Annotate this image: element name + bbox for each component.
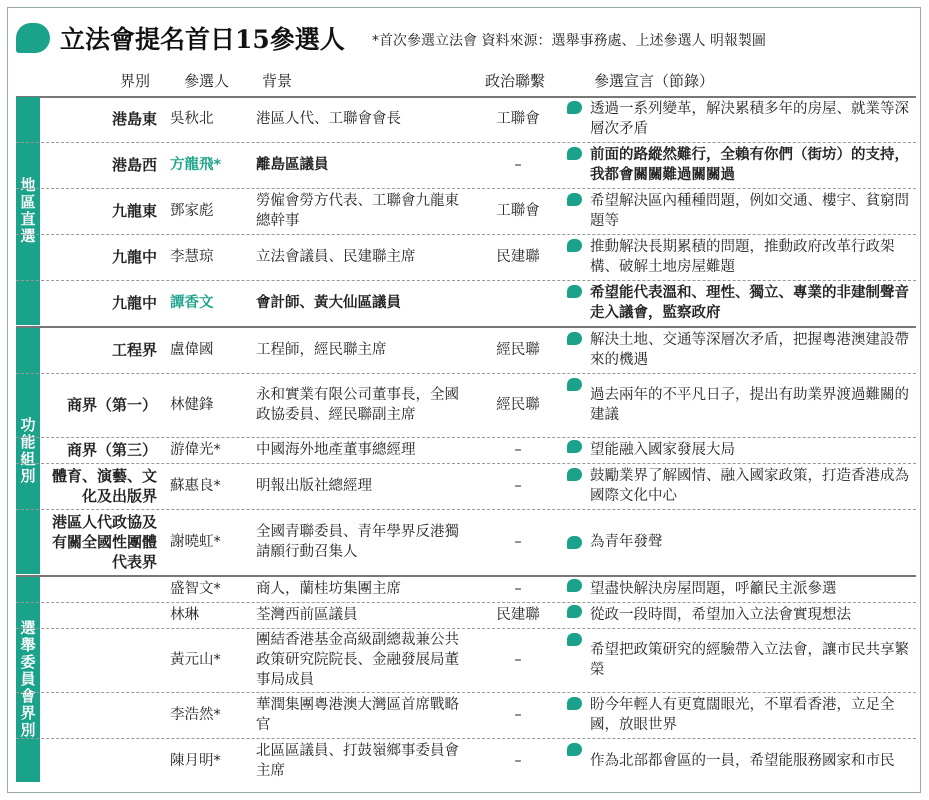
name-cell: 鄧家彪	[170, 203, 214, 219]
source-note: *首次參選立法會 資料來源：選舉事務處、上述參選人 明報製圖	[372, 33, 766, 49]
bg-cell: 全國青聯委員、青年學界反港獨請願行動召集人	[256, 524, 459, 560]
header-name: 參選人	[184, 72, 230, 90]
party-cell: –	[514, 652, 522, 668]
decl-cell	[567, 577, 917, 601]
party-cell: 工聯會	[496, 111, 540, 127]
speech-bubble-bullet-icon	[567, 332, 582, 345]
table-row	[40, 328, 916, 372]
field-cell	[40, 693, 157, 737]
party-cell: 經民聯	[496, 397, 540, 413]
bg-cell: 立法會議員、民建聯主席	[256, 249, 416, 265]
group-label: 選舉委員會界別	[18, 619, 37, 739]
field-cell: 商界（第三）	[66, 441, 157, 459]
group-label: 地區直選	[18, 177, 37, 245]
name-cell: 游偉光*	[170, 442, 221, 458]
speech-bubble-bullet-icon	[567, 697, 582, 710]
name-cell: 吳秋北	[170, 111, 214, 127]
speech-bubble-bullet-icon	[567, 239, 582, 252]
field-cell	[40, 629, 157, 691]
speech-bubble-bullet-icon	[567, 440, 582, 453]
decl-cell	[567, 189, 917, 233]
bg-cell: 商人，蘭桂坊集團主席	[256, 581, 401, 597]
page-title: 立法會提名首日15參選人	[60, 25, 345, 54]
party-cell: –	[514, 581, 522, 597]
party-cell: –	[514, 442, 522, 458]
field-cell: 工程界	[111, 341, 157, 359]
table-row	[40, 577, 916, 601]
speech-bubble-bullet-icon	[567, 579, 582, 592]
speech-bubble-bullet-icon	[567, 285, 582, 298]
field-cell: 體育、演藝、文化及出版界	[51, 467, 157, 505]
table-row	[40, 438, 916, 462]
party-cell	[472, 281, 564, 325]
field-cell: 港區人代政協及有關全國性團體代表界	[51, 513, 157, 571]
name-cell: 李慧琼	[170, 249, 214, 265]
speech-bubble-bullet-icon	[567, 378, 582, 391]
decl-cell	[567, 281, 917, 325]
speech-bubble-bullet-icon	[567, 101, 582, 114]
bg-cell: 港區人代、工聯會會長	[256, 111, 401, 127]
group-band-direct	[16, 97, 40, 325]
decl-cell	[567, 235, 917, 279]
decl-cell	[567, 464, 917, 508]
speech-bubble-bullet-icon	[567, 743, 582, 756]
table-row	[40, 693, 916, 737]
party-cell: 經民聯	[496, 342, 540, 358]
speech-bubble-bullet-icon	[567, 193, 582, 206]
table-row	[40, 739, 916, 783]
decl-text: 過去兩年的不平凡日子，提出有助業界渡過難關的建議	[590, 387, 909, 423]
name-cell: 李浩然*	[170, 707, 221, 723]
name-cell: 譚香文	[170, 295, 214, 311]
decl-cell	[567, 693, 917, 737]
header-decl: 參選宣言（節錄）	[594, 72, 715, 90]
field-cell: 港島東	[111, 110, 157, 128]
bg-cell: 勞僱會勞方代表、工聯會九龍東總幹事	[256, 193, 459, 229]
decl-text: 希望解決區內種種問題，例如交通、樓宇、貧窮問題等	[590, 193, 909, 229]
field-cell: 九龍中	[111, 294, 157, 312]
decl-text: 望盡快解決房屋問題，呼籲民主派參選	[590, 581, 837, 597]
table-row	[40, 464, 916, 508]
table-row	[40, 374, 916, 436]
field-cell: 商界（第一）	[66, 396, 157, 414]
table-row	[40, 235, 916, 279]
field-cell: 港島西	[111, 156, 157, 174]
title-row	[16, 18, 345, 58]
field-cell	[40, 739, 157, 783]
bg-cell: 離島區議員	[256, 157, 329, 173]
decl-cell	[567, 328, 917, 372]
table-row	[40, 629, 916, 691]
decl-cell	[567, 510, 917, 574]
name-cell: 方龍飛*	[170, 157, 222, 173]
name-cell: 盛智文*	[170, 581, 221, 597]
table-row	[40, 281, 916, 325]
decl-text: 作為北部都會區的一員，希望能服務國家和市民	[590, 753, 895, 769]
bg-cell: 會計師、黃大仙區議員	[256, 295, 401, 311]
decl-cell	[567, 739, 917, 783]
table-header	[16, 66, 916, 94]
decl-cell	[567, 97, 917, 141]
table-row	[40, 97, 916, 141]
speech-bubble-bullet-icon	[567, 536, 582, 549]
field-cell: 九龍東	[111, 202, 157, 220]
name-cell: 蘇惠良*	[170, 478, 221, 494]
decl-cell	[567, 143, 917, 187]
header-bg: 背景	[262, 72, 293, 90]
name-cell: 林健鋒	[170, 397, 214, 413]
speech-bubble-bullet-icon	[567, 605, 582, 618]
name-cell: 盧偉國	[170, 342, 214, 358]
decl-cell	[567, 629, 917, 691]
decl-text: 望能融入國家發展大局	[590, 442, 735, 458]
bg-cell: 荃灣西前區議員	[256, 607, 358, 623]
party-cell: –	[514, 534, 522, 550]
decl-cell	[567, 438, 917, 462]
party-cell: –	[514, 157, 522, 173]
party-cell: 民建聯	[496, 249, 540, 265]
field-cell	[40, 603, 157, 627]
header-party: 政治聯繫	[485, 72, 546, 90]
bg-cell: 明報出版社總經理	[256, 478, 372, 494]
speech-bubble-bullet-icon	[567, 468, 582, 481]
table-row	[40, 603, 916, 627]
decl-text: 解決土地、交通等深層次矛盾，把握粵港澳建設帶來的機遇	[590, 332, 909, 368]
decl-text: 從政一段時間，希望加入立法會實現想法	[590, 607, 851, 623]
decl-text: 透過一系列變革，解決累積多年的房屋、就業等深層次矛盾	[590, 101, 909, 137]
header-field: 界別	[120, 72, 151, 90]
table-row	[40, 189, 916, 233]
field-cell: 九龍中	[111, 248, 157, 266]
bg-cell: 團結香港基金高級副總裁兼公共政策研究院院長、金融發展局董事局成員	[256, 632, 459, 688]
name-cell: 黃元山*	[170, 652, 221, 668]
bg-cell: 永和實業有限公司董事長，全國政協委員、經民聯副主席	[256, 387, 459, 423]
name-cell: 林琳	[170, 607, 199, 623]
table-row	[40, 143, 916, 187]
field-cell	[40, 577, 157, 601]
table-row	[40, 510, 916, 574]
party-cell: –	[514, 707, 522, 723]
party-cell: –	[514, 753, 522, 769]
decl-text: 前面的路縱然難行，全賴有你們（街坊）的支持，我都會關關難過關關過	[590, 147, 909, 183]
name-cell: 謝曉虹*	[170, 534, 221, 550]
party-cell: 工聯會	[496, 203, 540, 219]
bg-cell: 中國海外地產董事總經理	[256, 442, 416, 458]
bg-cell: 華潤集團粵港澳大灣區首席戰略官	[256, 697, 459, 733]
decl-text: 希望能代表溫和、理性、獨立、專業的非建制聲音走入議會，監察政府	[590, 285, 909, 321]
group-label: 功能組別	[18, 416, 37, 485]
speech-bubble-bullet-icon	[567, 147, 582, 160]
decl-text: 希望把政策研究的經驗帶入立法會，讓市民共享繁榮	[590, 642, 909, 678]
decl-cell	[567, 603, 917, 627]
speech-bubble-bullet-icon	[567, 633, 582, 646]
group-band-election-committee	[16, 576, 40, 782]
party-cell: –	[514, 478, 522, 494]
decl-text: 推動解決長期累積的問題，推動政府改革行政架構、破解土地房屋難題	[590, 239, 895, 275]
bg-cell: 工程師，經民聯主席	[256, 342, 387, 358]
party-cell: 民建聯	[496, 607, 540, 623]
decl-text: 為青年發聲	[590, 534, 663, 550]
group-band-functional	[16, 327, 40, 574]
speech-bubble-icon	[16, 23, 50, 53]
decl-text: 盼今年輕人有更寬闊眼光，不單看香港，立足全國，放眼世界	[590, 697, 895, 733]
decl-cell	[567, 374, 917, 436]
name-cell: 陳月明*	[170, 753, 221, 769]
decl-text: 鼓勵業界了解國情、融入國家政策，打造香港成為國際文化中心	[590, 468, 909, 504]
bg-cell: 北區區議員、打鼓嶺鄉事委員會主席	[256, 743, 459, 779]
